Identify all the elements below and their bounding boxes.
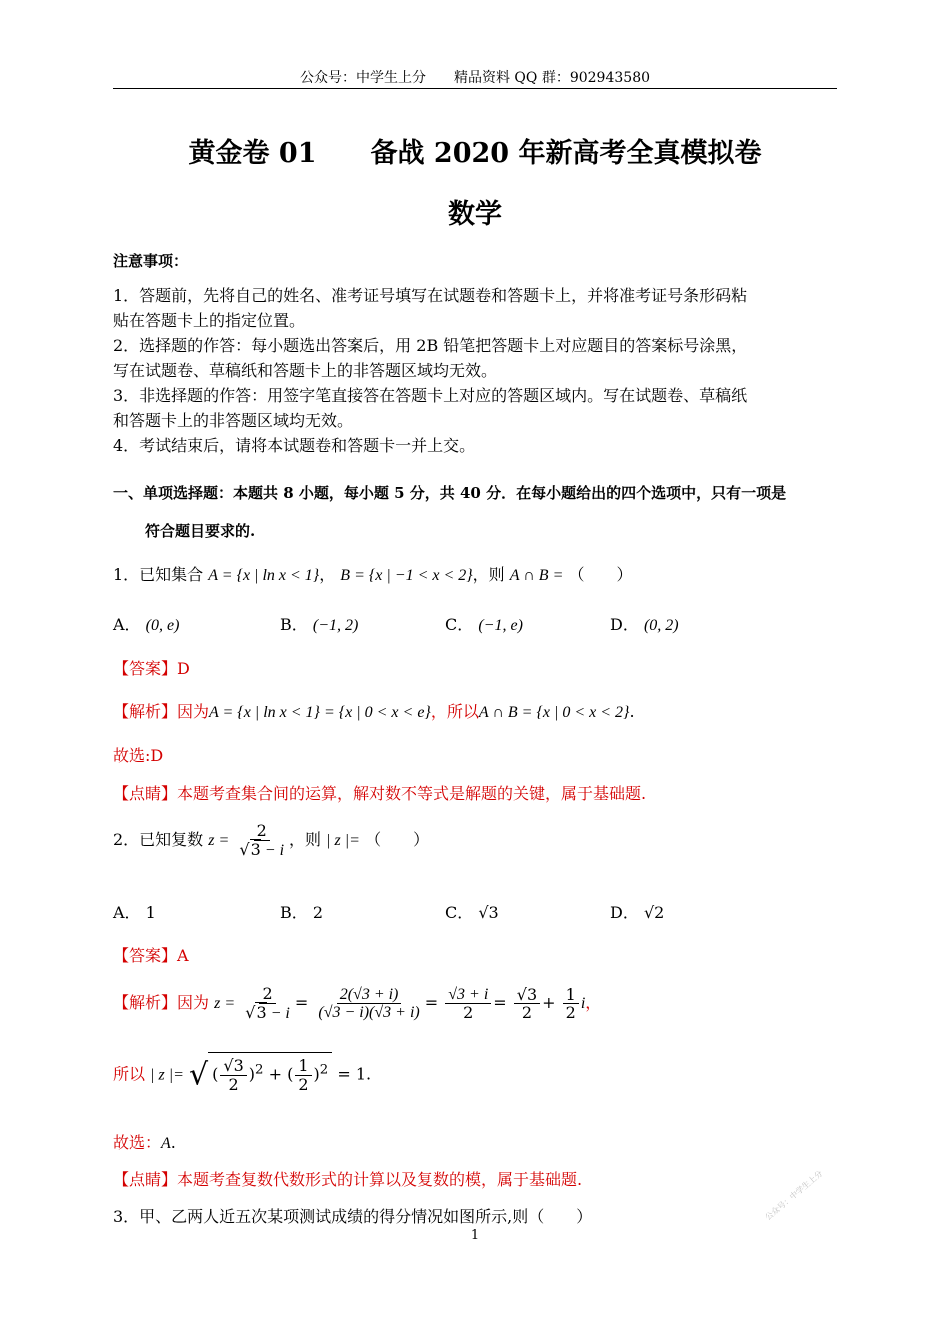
q2-analysis: 【解析】因为 z = $\frac{2}{√3 - i}$ = $\frac{2(√3 + i)}{(√3 - i)(√3 + i)}$ = $\frac{√3 + i}{2}$ = $\frac{√3}{2}$ + $\frac{1}{2}$ i， (113, 984, 602, 1023)
notice-line: 和答题卡上的非答题区域均无效。 (113, 411, 354, 430)
notice-line: 1．答题前，先将自己的姓名、准考证号填写在试题卷和答题卡上，并将准考证号条形码粘 (113, 286, 748, 305)
q2-option-a: A． 1 (113, 903, 156, 922)
q1-option-d: D． (0, 2) (610, 615, 679, 634)
q2-modulus: 所以 | z |= √( $\frac{√3}{2}$ )$^2$ + ( $\frac{1}{2}$ )$^2$ = 1. (113, 1052, 371, 1093)
q1-comment: 【点睛】本题考查集合间的运算，解对数不等式是解题的关键，属于基础题. (113, 784, 647, 803)
q1-choose: 故选:D (113, 746, 164, 765)
page-header: 公众号：中学生上分 精品资料 QQ 群：902943580 (299, 70, 651, 86)
question-3-stem: 3．甲、乙两人近五次某项测试成绩的得分情况如图所示,则（ ） (113, 1207, 593, 1226)
question-2-stem: 2．已知复数 z = $\frac{2}{√3 - i}$ ，则 | z |= （ ） (113, 821, 430, 859)
q1-answer: 【答案】D (113, 659, 190, 678)
question-1-stem: 1．已知集合 A = {x | ln x < 1}， B = {x | −1 < x < 2}，则 A ∩ B = （ ） (113, 565, 633, 584)
section-heading: 一、单项选择题：本题共 8 小题，每小题 5 分，共 40 分．在每小题给出的四个选项中，只有一项是 (113, 484, 787, 502)
notice-line: 写在试题卷、草稿纸和答题卡上的非答题区域均无效。 (113, 361, 498, 380)
q1-option-a: A． (0, e) (113, 615, 180, 634)
notice-heading: 注意事项： (113, 252, 189, 270)
header-rule (113, 88, 837, 89)
q2-option-d: D． √2 (610, 903, 665, 922)
section-heading-cont: 符合题目要求的. (145, 522, 256, 540)
notice-line: 2．选择题的作答：每小题选出答案后，用 2B 铅笔把答题卡上对应题目的答案标号涂黑， (113, 336, 748, 355)
paper-subject: 数学 (448, 199, 502, 230)
notice-line: 3．非选择题的作答：用签字笔直接答在答题卡上对应的答题区域内。写在试题卷、草稿纸 (113, 386, 748, 405)
q2-fraction: $\frac{2}{√3 - i}$ (239, 821, 285, 859)
q1-option-b: B． (−1, 2) (280, 615, 359, 634)
paper-title: 黄金卷 01 备战 2020 年新高考全真模拟卷 (188, 138, 762, 169)
q1-analysis: 【解析】因为A = {x | ln x < 1} = {x | 0 < x < e}，所以A ∩ B = {x | 0 < x < 2}. (113, 702, 635, 721)
q2-answer: 【答案】A (113, 946, 189, 965)
q2-option-b: B． 2 (280, 903, 324, 922)
q2-choose: 故选：A. (113, 1133, 176, 1152)
notice-line: 4．考试结束后，请将本试题卷和答题卡一并上交。 (113, 436, 476, 455)
notice-line: 贴在答题卡上的指定位置。 (113, 311, 306, 330)
q2-comment: 【点睛】本题考查复数代数形式的计算以及复数的模，属于基础题. (113, 1170, 583, 1189)
q2-option-c: C． √3 (445, 903, 499, 922)
page-number: 1 (470, 1228, 480, 1243)
q1-option-c: C． (−1, e) (445, 615, 523, 634)
watermark: 公众号：中学生上分 (763, 1168, 825, 1223)
